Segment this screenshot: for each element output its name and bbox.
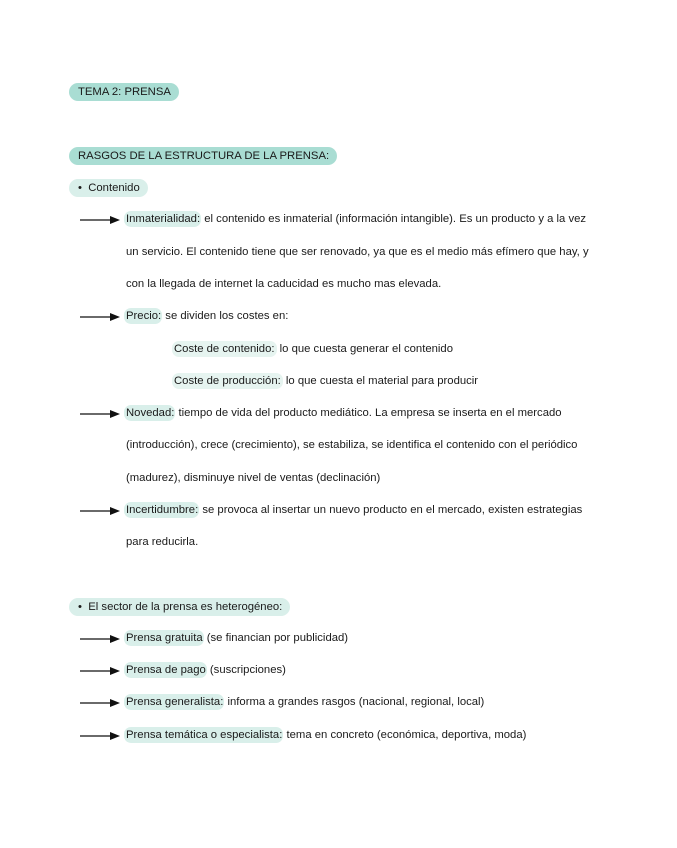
bullet-sector — [69, 598, 290, 616]
item-text-continued: un servicio. El contenido tiene que ser renovado, ya que es el medio más efímero que hay, y — [126, 246, 589, 258]
right-arrow-icon — [80, 666, 120, 676]
term-coste-produccion: Coste de producción: — [174, 375, 281, 387]
right-arrow-icon — [80, 409, 120, 419]
section-heading: RASGOS DE LA ESTRUCTURA DE LA PRENSA: — [69, 147, 337, 165]
item-text: (se financian por publicidad) — [203, 632, 349, 644]
right-arrow-icon — [80, 215, 120, 225]
item-text-continued: con la llegada de internet la caducidad es mucho mas elevada. — [126, 278, 442, 290]
term-prensa-generalista: Prensa generalista: — [126, 696, 224, 708]
sub-item-text: lo que cuesta el material para producir — [282, 375, 479, 387]
list-item — [124, 631, 348, 645]
bullet-label: El sector de la prensa es heterogéneo: — [88, 601, 283, 613]
list-item — [124, 728, 526, 742]
sub-item-text: lo que cuesta generar el contenido — [276, 343, 453, 355]
right-arrow-icon — [80, 698, 120, 708]
term-precio: Precio: — [126, 310, 162, 322]
list-item — [124, 309, 288, 323]
bullet-icon: • — [78, 182, 89, 194]
right-arrow-icon — [80, 731, 120, 741]
bullet-label: Contenido — [88, 182, 140, 194]
list-item — [124, 663, 286, 677]
item-text: tiempo de vida del producto mediático. La empresa se inserta en el mercado — [175, 407, 562, 419]
term-prensa-gratuita: Prensa gratuita — [126, 632, 203, 644]
sub-item — [172, 374, 478, 388]
term-incertidumbre: Incertidumbre: — [126, 504, 199, 516]
list-item — [124, 212, 586, 226]
right-arrow-icon — [80, 634, 120, 644]
list-item — [124, 406, 562, 420]
item-text: se provoca al insertar un nuevo producto en el mercado, existen estrategias — [199, 504, 583, 516]
item-text: informa a grandes rasgos (nacional, regional, local) — [224, 696, 485, 708]
term-inmaterialidad: Inmaterialidad: — [126, 213, 201, 225]
item-text: tema en concreto (económica, deportiva, moda) — [283, 729, 527, 741]
item-text: se dividen los costes en: — [162, 310, 289, 322]
bullet-icon: • — [78, 601, 89, 613]
item-text-continued: (introducción), crece (crecimiento), se estabiliza, se identifica el contenido con el periódico — [126, 439, 578, 451]
list-item — [124, 695, 484, 709]
sub-item — [172, 342, 453, 356]
item-text: el contenido es inmaterial (información intangible). Es un producto y a la vez — [201, 213, 587, 225]
page-title: TEMA 2: PRENSA — [69, 83, 179, 101]
right-arrow-icon — [80, 312, 120, 322]
right-arrow-icon — [80, 506, 120, 516]
item-text-continued: para reducirla. — [126, 536, 199, 548]
term-prensa-tematica: Prensa temática o especialista: — [126, 729, 283, 741]
page-title-pill — [69, 83, 179, 101]
section-heading-pill — [69, 147, 337, 165]
bullet-contenido — [69, 179, 148, 197]
item-text-continued: (madurez), disminuye nivel de ventas (declinación) — [126, 472, 381, 484]
list-item — [124, 503, 582, 517]
term-coste-contenido: Coste de contenido: — [174, 343, 275, 355]
item-text: (suscripciones) — [206, 664, 286, 676]
term-prensa-pago: Prensa de pago — [126, 664, 206, 676]
term-novedad: Novedad: — [126, 407, 175, 419]
